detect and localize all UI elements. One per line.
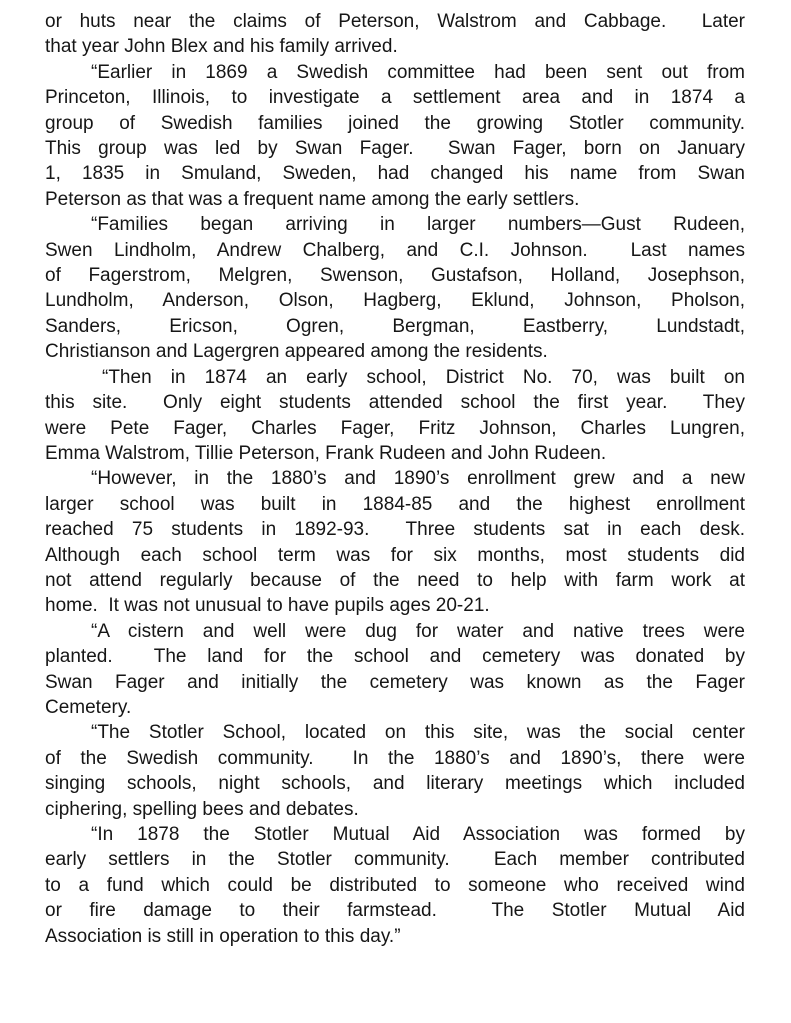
text-line: “However, in the 1880’s and 1890’s enrollment grew and a new — [91, 468, 745, 490]
text-line: or huts near the claims of Peterson, Walstrom and Cabbage. Later — [45, 11, 745, 32]
text-line: Association is still in operation to this day.” — [45, 925, 401, 947]
document-text — [45, 9, 745, 949]
text-line: “Then in 1874 an early school, District No. 70, was built on — [102, 366, 745, 388]
text-line: group of Swedish families joined the growing Stotler community. — [45, 112, 745, 134]
text-line: “In 1878 the Stotler Mutual Aid Association was formed by — [91, 824, 745, 845]
text-line: “A cistern and well were dug for water and native trees were — [91, 620, 745, 642]
paragraph — [45, 212, 745, 364]
paragraph — [45, 822, 745, 949]
text-line: Sanders, Ericson, Ogren, Bergman, Eastberry, Lundstadt, — [45, 315, 745, 337]
paragraph — [45, 9, 745, 60]
text-line: or fire damage to their farmstead. The Stotler Mutual Aid — [45, 900, 745, 922]
paragraph — [45, 619, 745, 721]
text-line: Emma Walstrom, Tillie Peterson, Frank Rudeen and John Rudeen. — [45, 442, 607, 464]
paragraph — [45, 720, 745, 822]
text-line: that year John Blex and his family arrived. — [45, 36, 398, 58]
text-line: planted. The land for the school and cemetery was donated by — [45, 646, 745, 668]
text-line: ciphering, spelling bees and debates. — [45, 798, 359, 820]
text-line: home. It was not unusual to have pupils ages 20-21. — [45, 595, 490, 617]
text-line: larger school was built in 1884-85 and the highest enrollment — [45, 493, 745, 515]
text-line: Lundholm, Anderson, Olson, Hagberg, Eklund, Johnson, Pholson, — [45, 290, 745, 312]
text-line: of Fagerstrom, Melgren, Swenson, Gustafson, Holland, Josephson, — [45, 265, 745, 287]
text-line: Cemetery. — [45, 696, 132, 718]
text-line: “Earlier in 1869 a Swedish committee had been sent out from — [91, 61, 745, 83]
text-line: Princeton, Illinois, to investigate a settlement area and in 1874 a — [45, 87, 745, 109]
paragraph — [45, 60, 745, 212]
text-line: reached 75 students in 1892-93. Three students sat in each desk. — [45, 519, 745, 541]
text-line: This group was led by Swan Fager. Swan Fager, born on January — [45, 138, 745, 160]
paragraph — [45, 466, 745, 618]
paragraph — [45, 365, 745, 467]
text-line: Peterson as that was a frequent name among the early settlers. — [45, 188, 580, 210]
text-line: “Families began arriving in larger numbers—Gust Rudeen, — [91, 214, 745, 236]
text-line: Swen Lindholm, Andrew Chalberg, and C.I. Johnson. Last names — [45, 239, 745, 261]
text-line: not attend regularly because of the need to help with farm work at — [45, 569, 745, 591]
text-line: “The Stotler School, located on this site, was the social center — [91, 722, 745, 744]
text-line: Christianson and Lagergren appeared among the residents. — [45, 341, 548, 363]
text-line: of the Swedish community. In the 1880’s and 1890’s, there were — [45, 747, 745, 769]
text-line: this site. Only eight students attended school the first year. They — [45, 392, 745, 414]
text-line: Swan Fager and initially the cemetery was known as the Fager — [45, 671, 745, 693]
text-line: Although each school term was for six months, most students did — [45, 544, 745, 566]
text-line: were Pete Fager, Charles Fager, Fritz Johnson, Charles Lungren, — [45, 417, 745, 439]
text-line: 1, 1835 in Smuland, Sweden, had changed his name from Swan — [45, 163, 745, 185]
text-line: to a fund which could be distributed to someone who received wind — [45, 874, 745, 896]
text-line: singing schools, night schools, and literary meetings which included — [45, 773, 745, 795]
text-line: early settlers in the Stotler community. Each member contributed — [45, 849, 745, 871]
